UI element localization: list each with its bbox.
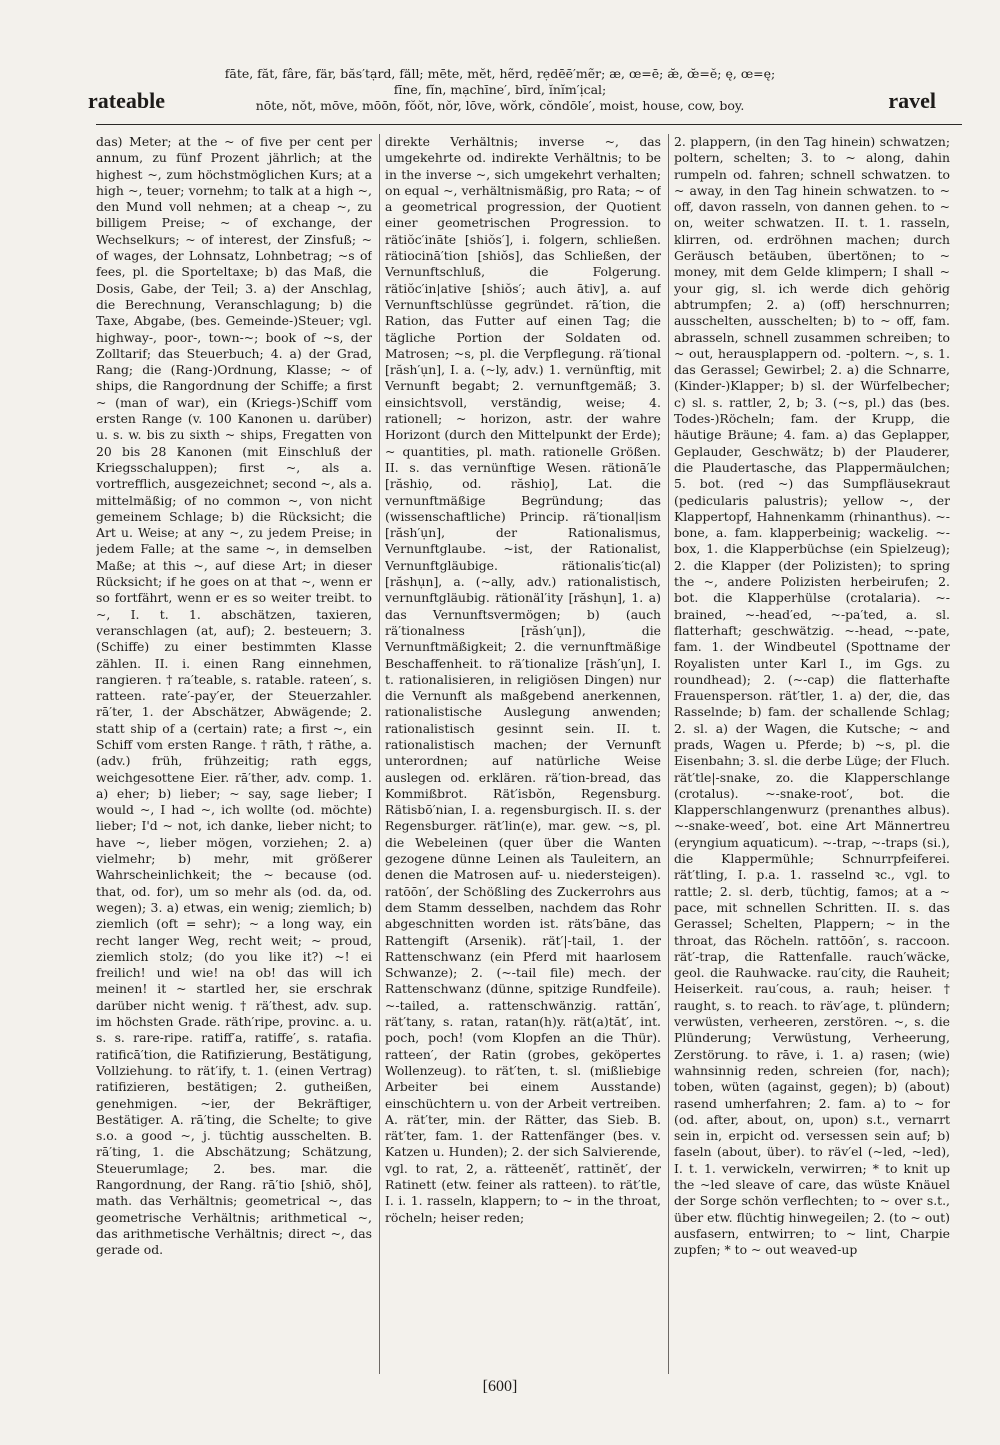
column-3-text: 2. plappern, (in den Tag hinein) schwatzen; poltern, schelten; 3. to ~ along, dahin rumpeln od. fahren; schnell schwatzen. to ~ away, in den Tag hinein schwatzen. to ~ off, davon rasseln, von dannen gehen. to ~ on, weiter schwatzen. II. t. 1. rasseln, klirren, od. erdröhnen machen; durch Geräusch betäuben, übertönen; to ~ money, mit dem Gelde klimpern; I shall ~ your gig, sl. ich werde dich gehörig abtrumpfen; 2. a) (off) herschnurren; ausschelten, ausschelten; b) to ~ off, fam. abrasseln, schnell zusammen schreiben; to ~ out, herausplappern od. -poltern. ~, s. 1. das Gerassel; Gewirbel; 2. a) die Schnarre, (Kinder-)Klapper; b) sl. der Würfelbecher; c) sl. s. rattler, 2, b; 3. (~s, pl.) das (bes. Todes-)Röcheln; fam. der Krupp, die häutige Bräune; 4. fam. a) das Geplapper, Geplauder, Geschwätz; b) der Plauderer, die Plaudertasche, das Plappermäulchen; 5. bot. (red ~) das Sumpfläusekraut (pedicularis palustris); yellow ~, der Klappertopf, Hahnenkamm (rhinanthus). ~-bone, a. fam. klapperbeinig; wackelig. ~-box, 1. die Klapperbüchse (ein Spielzeug); 2. die Klapper (der Polizisten); to spring the ~, andere Polizisten herbeirufen; 2. bot. die Klapperhülse (crotalaria). ~-brained, ~-head′ed, ~-pa′ted, a. sl. flatterhaft; geschwätzig. ~-head, ~-pate, fam. 1. der Windbeutel (Spottname der Royalisten unter Karl I., im Ggs. zu roundhead); 2. (~-cap) die flatterhafte Frauensperson. rät′tler, 1. a) der, die, das Rasselnde; b) fam. der schallende Schlag; 2. sl. a) der Wagen, die Kutsche; ~ and prads, Wagen u. Pferde; b) ~s, pl. die Eisenbahn; 3. sl. die derbe Lüge; der Fluch. rät′tle|-snake, zo. die Klapperschlange (crotalus). ~-snake-root′, bot. die Klapperschlangenwurz (prenanthes albus). ~-snake-weed′, bot. eine Art Männertreu (eryngium aquaticum). ~-trap, ~-traps (si.), die Klappermühle; Schnurrpfeiferei. rät′tling, I. p.a. 1. rasselnd ꝛc., vgl. to rattle; 2. sl. derb, tüchtig, famos; at a ~ pace, mit schnellen Schritten. II. s. das Gerassel; Schelten, Plappern; ~ in the throat, das Röcheln. rattōōn′, s. raccoon. rät′-trap, die Rattenfalle. rauch′wäcke, geol. die Rauhwacke. rau′city, die Rauheit; Heiserkeit. rau′cous, a. rauh; heiser. † raught, s. to reach. to räv′age, t. plündern; verwüsten, verheeren, zerstören. ~, s. die Plünderung; Verwüstung, Verheerung, Zerstörung. to rāve, i. 1. a) rasen; (wie) wahnsinnig reden, schreien (for, nach); toben, wüten (against, gegen); b) (about) rasend umherfahren; 2. fam. a) to ~ for (od. after, about, on, upon) s.t., vernarrt sein in, erpicht od. versessen sein auf; b) faseln (about, über). to räv′el (~led, ~led), I. t. 1. verwickeln, verwirren; * to knit up the ~led sleave of care, das wüste Knäuel der Sorge schön verflechten; to ~ over s.t., über etw. flüchtig hinwegeilen; 2. (to ~ out) ausfasern, entwirren; to ~ lint, Charpie zupfen; * to ~ out weaved-up xyxy=(674,134,950,1258)
column-divider-1 xyxy=(379,134,380,1374)
page-number: [600] xyxy=(482,1378,518,1395)
column-2 xyxy=(385,134,661,1374)
pronunciation-key-line-2: fīne, fĭn, mạchīne′, bīrd, ĭnĭm′ịcal; xyxy=(393,82,607,97)
column-1 xyxy=(96,134,372,1374)
guide-word-left: rateable xyxy=(88,88,165,113)
pronunciation-key-line-1: fāte, făt, fâre, fär, băs′tạrd, fäll; mēte, mĕt, hẽrd, rẹdēē′mẽr; æ, œ=ē; æ̆, œ̆=ĕ; ę, œ=ę; xyxy=(224,66,776,81)
entry-columns xyxy=(96,134,962,1374)
guide-word-right: ravel xyxy=(888,88,936,113)
column-divider-2 xyxy=(668,134,669,1374)
column-3 xyxy=(674,134,950,1374)
pronunciation-key-line-3: nōte, nŏt, mōve, mōōn, fŏŏt, nŏr, lōve, wŏrk, cŏndōle′, moist, house, cow, boy. xyxy=(255,98,745,113)
column-2-text: direkte Verhältnis; inverse ~, das umgekehrte od. indirekte Verhältnis; to be in the inverse ~, sich umgekehrt verhalten; on equal ~, verhältnismäßig, pro Rata; ~ of a geometrical progression, der Quotient einer geometrischen Progression. to rätiŏc′ināte [shiŏs′], i. folgern, schließen. rätiocinā′tion [shiŏs], das Schließen, der Vernunftschluß, die Folgerung. rätiŏc′in|ative [shiŏs′; auch ātiv], a. auf Vernunftschlüsse gegründet. rā′tion, die Ration, das Futter auf einen Tag; die tägliche Portion der Soldaten od. Matrosen; ~s, pl. die Verpflegung. rä′tional [răsh′ụn], I. a. (~ly, adv.) 1. vernünftig, mit Vernunft begabt; 2. vernunftgemäß; 3. einsichtsvoll, verständig, weise; 4. rationell; ~ horizon, astr. der wahre Horizont (durch den Mittelpunkt der Erde); ~ quantities, pl. math. rationelle Größen. II. s. das vernünftige Wesen. rätionā′le [răshiọ, od. răshiọ], Lat. die vernunftmäßige Begründung; das (wissenschaftliche) Princip. rä′tional|ism [răsh′ụn], der Rationalismus, Vernunftglaube. ~ist, der Rationalist, Vernunftgläubige. rätionalis′tic(al) [răshụn], a. (~ally, adv.) rationalistisch, vernunftgläubig. rätionäl′ity [răshụn], 1. a) das Vernunftsvermögen; b) (auch rä′tionalness [răsh′ụn]), die Vernunftmäßigkeit; 2. die vernunftmäßige Beschaffenheit. to rä′tionalize [răsh′ụn], I. t. rationalisieren, in religiösen Dingen) nur die Vernunft als maßgebend anerkennen, rationalistische Auslegung anwenden; rationalistisch gesinnt sein. II. t. rationalistisch machen; der Vernunft unterordnen; auf natürliche Weise auslegen od. erklären. rä′tion-bread, das Kommißbrot. Rät′isbŏn, Regensburg. Rätisbō′nian, I. a. regensburgisch. II. s. der Regensburger. rät′lin(e), mar. gew. ~s, pl. die Webeleinen (quer über die Wanten gezogene dünne Leinen als Tauleitern, an denen die Matrosen auf- u. niedersteigen). ratōōn′, der Schößling des Zuckerrohrs aus dem Stamm desselben, nachdem das Rohr abgeschnitten worden ist. räts′bāne, das Rattengift (Arsenik). rät′|-tail, 1. der Rattenschwanz (ein Pferd mit haarlosem Schwanze); 2. (~-tail file) mech. der Rattenschwanz (dünne, spitzige Rundfeile). ~-tailed, a. rattenschwänzig. rattăn′, rät′tany, s. ratan, ratan(h)y. rät(a)tăt′, int. poch, poch! (vom Klopfen an die Thür). ratteen′, der Ratin (grobes, geköpertes Wollenzeug). to rät′ten, t. sl. (mißliebige Arbeiter bei einem Ausstande) einschüchtern u. von der Arbeit vertreiben. A. rät′ter, min. der Rätter, das Sieb. B. rät′ter, fam. 1. der Rattenfänger (bes. v. Katzen u. Hunden); 2. der sich Salvierende, vgl. to rat, 2, a. rätteenĕt′, rattinĕt′, der Ratinett (etw. feiner als ratteen). to rät′tle, I. i. 1. rasseln, klappern; to ~ in the throat, röcheln; heiser reden; xyxy=(385,134,661,1225)
header-rule xyxy=(96,124,962,125)
pronunciation-key xyxy=(220,66,780,114)
column-1-text: das) Meter; at the ~ of five per cent per annum, zu fünf Prozent jährlich; at the highest ~, zum höchstmöglichen Kurs; at a high ~, teuer; vornehm; to talk at a high ~, den Mund voll nehmen; at a cheap ~, zu billigem Preise; ~ of exchange, der Wechselkurs; ~ of interest, der Zinsfuß; ~ of wages, der Lohnsatz, Lohnbetrag; ~s of fees, pl. die Sporteltaxe; b) das Maß, die Dosis, Gabe, der Teil; 3. a) der Anschlag, die Berechnung, Veranschlagung; b) die Taxe, Abgabe, (bes. Gemeinde-)Steuer; vgl. highway-, poor-, town-~; book of ~s, der Zolltarif; das Steuerbuch; 4. a) der Grad, Rang; die (Rang-)Ordnung, Klasse; ~ of ships, die Rangordnung der Schiffe; a first ~ (man of war), ein (Kriegs-)Schiff vom ersten Range (v. 100 Kanonen u. darüber) u. s. w. bis zu sixth ~ ships, Fregatten von 20 bis 28 Kanonen (mit Einschluß der Kriegsschaluppen); first ~, als a. vortrefflich, ausgezeichnet; second ~, als a. mittelmäßig; of no common ~, von nicht gemeinem Schlage; b) die Rücksicht; die Art u. Weise; at any ~, zu jedem Preise; in jedem Falle; at the same ~, in demselben Maße; at this ~, auf diese Art; in dieser Rücksicht; if he goes on at that ~, wenn er so fortfährt, wenn er es so weiter treibt. to ~, I. t. 1. abschätzen, taxieren, veranschlagen (at, auf); 2. besteuern; 3. (Schiffe) zu einer bestimmten Klasse zählen. II. i. einen Rang einnehmen, rangieren. † ra′teable, s. ratable. rateen′, s. ratteen. rate′-pay′er, der Steuerzahler. rā′ter, 1. der Abschätzer, Abwägende; 2. statt ship of a (certain) rate; a first ~, ein Schiff vom ersten Range. † rāth, † rāthe, a. (adv.) früh, frühzeitig; rath eggs, weichgesottene Eier. rā′ther, adv. comp. 1. a) eher; b) lieber; ~ say, sage lieber; I would ~, I had ~, ich wollte (od. möchte) lieber; I'd ~ not, ich danke, lieber nicht; to have ~, lieber mögen, vorziehen; 2. a) vielmehr; b) mehr, mit größerer Wahrscheinlichkeit; the ~ because (od. that, od. for), um so mehr als (od. da, od. wegen); 3. a) etwas, ein wenig; ziemlich; b) ziemlich (oft = sehr); ~ a long way, ein recht langer Weg, recht weit; ~ proud, ziemlich stolz; (do you like it?) ~! ei freilich! und wie! na ob! das will ich meinen! it ~ startled her, sie erschrak darüber nicht wenig. † rä′thest, adv. sup. im höchsten Grade. räth′ripe, provinc. a. u. s. s. rare-ripe. ratiff′a, ratiffe′, s. ratafia. ratificā′tion, die Ratifizierung, Bestätigung, Vollziehung. to rät′ify, t. 1. (einen Vertrag) ratifizieren, bestätigen; 2. gutheißen, genehmigen. ~ier, der Bekräftiger, Bestätiger. A. rā′ting, die Schelte; to give s.o. a good ~, j. tüchtig ausschelten. B. rā′ting, 1. die Abschätzung; Schätzung, Steuerumlage; 2. bes. mar. die Rangordnung, der Rang. rā′tio [shiō, shō], math. das Verhältnis; geometrical ~, das geometrische Verhältnis; arithmetical ~, das arithmetische Verhältnis; direct ~, das gerade od. xyxy=(96,134,372,1258)
